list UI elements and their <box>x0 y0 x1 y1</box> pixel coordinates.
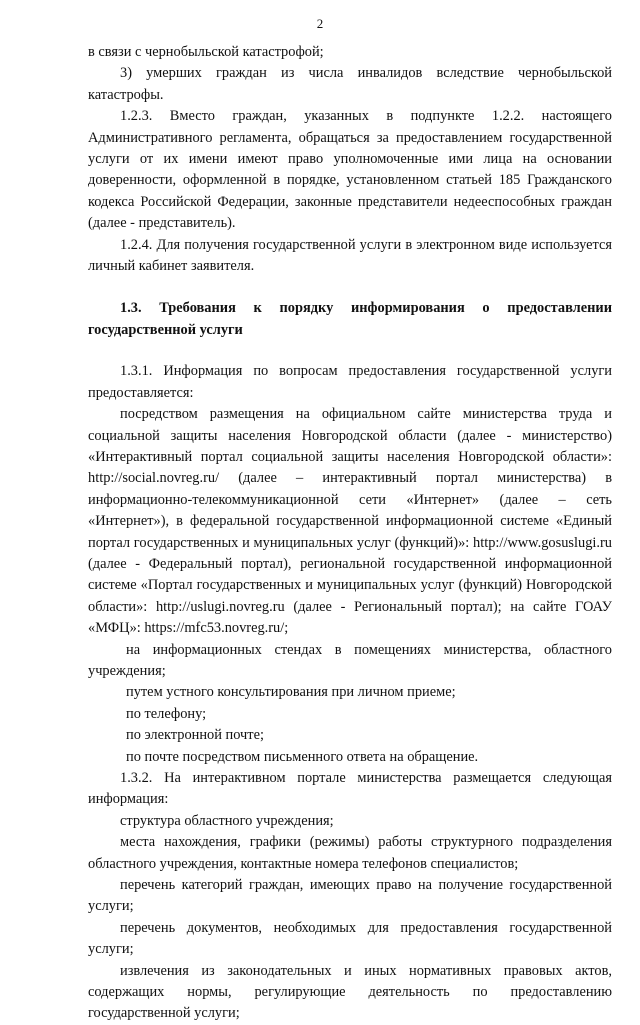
paragraph: по почте посредством письменного ответа на обращение. <box>126 748 479 765</box>
paragraph: 1.2.3. Вместо граждан, указанных в подпункте 1.2.2. настоящего Административного регламента, обращаться за предоставлением государственной услуги от их имени имеют право уполномоченные ими лица на основании доверенности, оформленной в порядке, установленном статьей 185 Гражданского кодекса Российской Федерации, законные представители недееспособных граждан (далее - представитель). <box>88 108 612 232</box>
paragraph: перечень категорий граждан, имеющих право на получение государственной услуги; <box>88 877 612 915</box>
paragraph: путем устного консультирования при личном приеме; <box>126 684 456 701</box>
paragraph: посредством размещения на официальном сайте министерства труда и социальной защиты населения Новгородской области (далее - министерство) «Интерактивный портал социальной защиты населения Новгородской области»: http://social.novreg.ru/ (далее – интерактивный портал министерства) в информационно-телекоммуникационной сети «Интернет» (далее – сеть «Интернет»), в федеральной государственной информационной системе «Единый портал государственных и муниципальных услуг (функций)»: http://www.gosuslugi.ru (далее - Федеральный портал), региональной государственной информационной системе «Портал государственных и муниципальных услуг (функций) Новгородской области»: http://uslugi.novreg.ru (далее - Региональный портал); на сайте ГОАУ «МФЦ»: https://mfc53.novreg.ru/; <box>88 406 612 637</box>
paragraph: места нахождения, графики (режимы) работы структурного подразделения областного учреждения, контактные номера телефонов специалистов; <box>88 834 612 872</box>
paragraph: 1.3.1. Информация по вопросам предоставления государственной услуги предоставляется: <box>88 363 612 401</box>
paragraph: извлечения из законодательных и иных нормативных правовых актов, содержащих нормы, регулирующие деятельность по предоставлению государственной услуги; <box>88 962 612 1022</box>
document-body <box>88 42 612 1025</box>
paragraph: 3) умерших граждан из числа инвалидов вследствие чернобыльской катастрофы. <box>88 65 612 103</box>
paragraph: 1.3.2. На интерактивном портале министерства размещается следующая информация: <box>88 770 612 808</box>
paragraph: 1.2.4. Для получения государственной услуги в электронном виде используется личный кабинет заявителя. <box>88 236 612 275</box>
paragraph: в связи с чернобыльской катастрофой; <box>88 44 324 60</box>
paragraph: по телефону; <box>126 705 207 722</box>
section-heading: 1.3. Требования к порядку информирования о предоставлении государственной услуги <box>88 300 612 338</box>
page-number: 2 <box>316 16 324 31</box>
paragraph: перечень документов, необходимых для предоставления государственной услуги; <box>88 919 612 958</box>
paragraph: структура областного учреждения; <box>120 812 334 829</box>
paragraph: по электронной почте; <box>126 727 264 744</box>
paragraph: на информационных стендах в помещениях министерства, областного учреждения; <box>88 641 612 679</box>
